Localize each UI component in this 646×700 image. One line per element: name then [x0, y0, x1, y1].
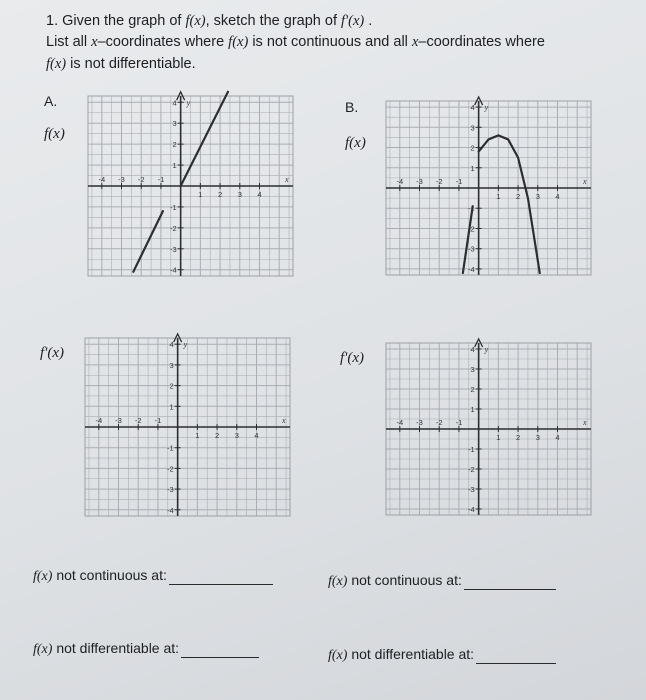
part-b-label: B. — [345, 99, 359, 115]
problem-text: –coordinates where — [97, 34, 225, 50]
x-tick-label: -2 — [435, 418, 443, 427]
x-tick-label: -4 — [396, 418, 404, 427]
y-tick-label: -4 — [467, 264, 475, 274]
x-tick-label: 2 — [217, 190, 223, 199]
x-tick-label: 4 — [257, 190, 262, 199]
x-tick-label: 2 — [515, 192, 521, 201]
y-tick-label: 1 — [470, 405, 475, 414]
part-a-not-differentiable — [33, 640, 259, 658]
y-tick-label: -1 — [467, 204, 475, 214]
problem-line-1 — [46, 10, 372, 32]
x-tick-label: 4 — [555, 433, 560, 442]
x-variable: x — [411, 34, 419, 50]
x-tick-label: 1 — [198, 190, 203, 199]
y-tick-label: 1 — [172, 161, 177, 171]
y-tick-label: 4 — [169, 340, 174, 350]
x-tick-label: -4 — [98, 175, 106, 184]
x-tick-label: -2 — [435, 177, 443, 186]
problem-line-3 — [46, 56, 196, 73]
x-axis-label: x — [282, 416, 286, 425]
y-tick-label: -2 — [467, 465, 475, 474]
y-tick-label: 2 — [172, 140, 177, 150]
y-tick-label: -3 — [169, 244, 177, 254]
y-tick-label: -2 — [166, 464, 174, 474]
f-notation: f(x) — [46, 56, 67, 72]
x-tick-label: 4 — [555, 192, 560, 201]
problem-text: . — [368, 13, 373, 29]
graph-b-f — [386, 101, 591, 275]
problem-text: is not continuous and all — [252, 34, 408, 50]
x-tick-label: -1 — [157, 175, 165, 184]
not-continuous-blank-a[interactable] — [169, 570, 273, 585]
x-tick-label: 4 — [254, 431, 259, 440]
x-tick-label: 3 — [234, 431, 239, 440]
y-tick-label: -2 — [467, 224, 475, 234]
x-tick-label: 2 — [214, 431, 220, 440]
x-tick-label: -1 — [154, 416, 162, 425]
y-tick-label: -1 — [166, 443, 174, 453]
part-a-not-continuous — [33, 567, 273, 585]
part-a-f-label: f(x) — [44, 126, 65, 142]
x-tick-label: 2 — [515, 433, 521, 442]
y-tick-label: -2 — [169, 223, 177, 233]
graph-b-fprime[interactable] — [386, 343, 591, 515]
f-notation: f(x) — [185, 13, 206, 29]
x-tick-label: -2 — [134, 416, 142, 425]
y-tick-label: 3 — [470, 123, 475, 133]
y-tick-label: 4 — [470, 345, 475, 354]
f-notation: f(x) — [33, 642, 53, 657]
y-tick-label: 4 — [470, 103, 475, 113]
problem-text: , sketch the graph of — [205, 13, 337, 29]
y-tick-label: -4 — [467, 505, 475, 514]
graph-a-fprime[interactable] — [85, 338, 290, 516]
x-tick-label: -4 — [396, 177, 404, 186]
y-axis-label: y — [186, 98, 191, 108]
f-notation: f(x) — [33, 569, 53, 584]
x-axis-label: x — [583, 418, 587, 427]
y-axis-label: y — [484, 345, 489, 354]
f-notation: f(x) — [328, 648, 348, 663]
function-curve — [479, 135, 540, 273]
y-tick-label: 2 — [169, 381, 174, 391]
part-a-fprime-label: f'(x) — [40, 345, 65, 361]
y-tick-label: 3 — [470, 365, 475, 374]
graph-a-f — [88, 96, 293, 276]
fprime-notation: f'(x) — [341, 13, 365, 29]
y-tick-label: 2 — [470, 385, 475, 394]
x-tick-label: -3 — [118, 175, 125, 184]
x-variable: x — [91, 34, 98, 50]
part-a-label: A. — [44, 93, 58, 109]
not-differentiable-blank-b[interactable] — [476, 649, 556, 664]
y-tick-label: 3 — [172, 119, 177, 129]
y-tick-label: -3 — [467, 485, 475, 494]
y-tick-label: 3 — [169, 360, 174, 370]
function-curve — [463, 206, 473, 273]
answer-prompt: not continuous at: — [56, 567, 167, 583]
part-b-f-label: f(x) — [345, 135, 366, 151]
x-axis-label: x — [583, 177, 587, 186]
y-tick-label: 1 — [470, 163, 475, 173]
y-tick-label: 1 — [169, 402, 174, 412]
x-tick-label: 1 — [496, 192, 501, 201]
answer-prompt: not differentiable at: — [351, 646, 475, 662]
not-continuous-blank-b[interactable] — [464, 575, 556, 590]
not-differentiable-blank-a[interactable] — [181, 643, 259, 658]
x-tick-label: 3 — [237, 190, 242, 199]
y-tick-label: 4 — [172, 98, 177, 108]
y-axis-label: y — [183, 340, 188, 350]
x-tick-label: 1 — [195, 431, 200, 440]
x-tick-label: -3 — [416, 418, 423, 427]
part-b-not-differentiable — [328, 646, 556, 664]
y-tick-label: -4 — [169, 265, 177, 275]
x-tick-label: 1 — [496, 433, 501, 442]
x-axis-label: x — [285, 175, 289, 184]
y-tick-label: -1 — [169, 202, 177, 212]
f-notation: f(x) — [328, 574, 348, 589]
function-curve — [133, 211, 163, 272]
problem-text: is not differentiable. — [70, 56, 196, 72]
answer-prompt: not continuous at: — [351, 572, 462, 588]
problem-text: –coordinates where — [418, 34, 545, 50]
part-b-not-continuous — [328, 572, 556, 590]
x-tick-label: 3 — [535, 433, 540, 442]
x-tick-label: -1 — [455, 177, 463, 186]
f-notation: f(x) — [228, 34, 249, 50]
part-b-fprime-label: f'(x) — [340, 350, 365, 366]
problem-text: List all — [46, 34, 88, 50]
x-tick-label: -3 — [115, 416, 122, 425]
y-tick-label: -3 — [467, 244, 475, 254]
answer-prompt: not differentiable at: — [56, 640, 180, 656]
x-tick-label: 3 — [535, 192, 540, 201]
x-tick-label: -1 — [455, 418, 463, 427]
y-axis-label: y — [484, 103, 489, 113]
y-tick-label: 2 — [470, 143, 475, 153]
x-tick-label: -3 — [416, 177, 423, 186]
problem-text: Given the graph of — [62, 13, 182, 29]
x-tick-label: -2 — [137, 175, 145, 184]
y-tick-label: -3 — [166, 485, 174, 495]
y-tick-label: -1 — [467, 445, 475, 454]
problem-line-2 — [46, 34, 545, 51]
problem-number: 1. — [46, 13, 59, 29]
x-tick-label: -4 — [95, 416, 103, 425]
y-tick-label: -4 — [166, 505, 174, 515]
